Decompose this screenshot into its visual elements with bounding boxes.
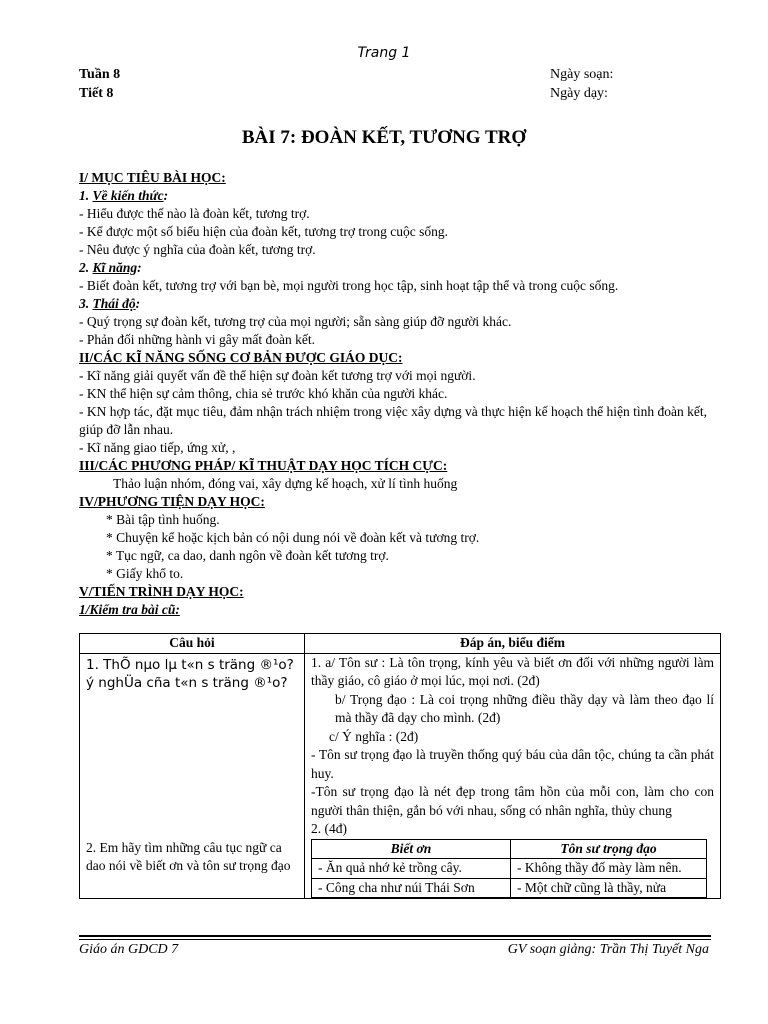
answer-1 (305, 653, 721, 839)
footer-teacher: GV soạn giảng: Trần Thị Tuyết Nga (507, 942, 709, 957)
footer-course: Giáo án GDCD 7 (79, 942, 179, 957)
knowledge-line: - Hiểu được thế nào là đoàn kết, tương trợ. (79, 206, 310, 221)
material-item: * Giấy khổ to. (106, 566, 184, 581)
proverb-header-row (312, 839, 707, 859)
section-heading-materials: IV/PHƯƠNG TIỆN DẠY HỌC: (79, 494, 265, 509)
subheading-attitude: 3. Thái độ: (79, 296, 141, 311)
proverb-cell: - Ăn quả nhớ kẻ trồng cây. (312, 859, 511, 879)
column-header-question: Câu hỏi (80, 634, 305, 654)
material-item: * Chuyện kể hoặc kịch bản có nội dung nói về đoàn kết và tương trợ. (106, 530, 480, 545)
attitude-line: - Phản đối những hành vi gây mất đoàn kết. (79, 332, 316, 347)
section-heading-objectives: I/ MỤC TIÊU BÀI HỌC: (79, 170, 226, 185)
answer-line: b/ Trọng đạo : Là coi trọng những điều thầy dạy và làm theo đạo lí mà thầy đã dạy cho mình. (2đ) (335, 691, 714, 725)
material-item: * Bài tập tình huống. (106, 512, 220, 527)
section-heading-procedure: V/TIẾN TRÌNH DẠY HỌC: (79, 584, 244, 599)
knowledge-line: - Nêu được ý nghĩa của đoàn kết, tương trợ. (79, 242, 316, 257)
answer-line: 2. (4đ) (311, 821, 347, 836)
subheading-skills: 2. Kĩ năng: (79, 260, 142, 275)
proverb-row (312, 859, 707, 879)
answer-line: -Tôn sư trọng đạo là nét đẹp trong tâm hồn của mỗi con, làm cho con người thân thiện, gắn bó với nhau, sống có nhân nghĩa, thủy chung (311, 784, 714, 818)
material-item: * Tục ngữ, ca dao, danh ngôn về đoàn kết tương trợ. (106, 548, 389, 563)
lesson-title: BÀI 7: ĐOÀN KẾT, TƯƠNG TRỢ (241, 127, 527, 148)
teach-date-label: Ngày dạy: (550, 86, 608, 101)
attitude-line: - Quý trọng sự đoàn kết, tương trợ của mọi người; sẵn sàng giúp đỡ người khác. (79, 314, 512, 329)
prep-date-label: Ngày soạn: (550, 67, 614, 82)
table-header-row (80, 634, 721, 654)
subheading-review: 1/Kiểm tra bài cũ: (79, 602, 180, 617)
lesson-number: Tiết 8 (79, 86, 114, 101)
methods-line: Thảo luận nhóm, đóng vai, xây dựng kế hoạch, xử lí tình huống (113, 476, 458, 491)
life-skill-line: - KN hợp tác, đặt mục tiêu, đảm nhận trách nhiệm trong việc xây dựng và thực hiện kế hoạch thể hiện tình đoàn kết, giúp đỡ lẫn nhau. (79, 404, 707, 437)
review-question-table (79, 633, 721, 899)
lesson-meta-left (79, 65, 120, 103)
proverb-cell: - Không thầy đố mày làm nên. (511, 859, 707, 879)
answer-2 (305, 839, 721, 899)
answer-line: - Tôn sư trọng đạo là truyền thống quý báu của dân tộc, chúng ta cần phát huy. (311, 747, 714, 781)
footer-divider (79, 935, 711, 937)
proverb-row (312, 878, 707, 898)
footer-divider (79, 939, 711, 940)
column-header-answer: Đáp án, biểu điểm (305, 634, 721, 654)
life-skill-line: - Kĩ năng giao tiếp, ứng xử, , (79, 440, 236, 455)
week-label: Tuần 8 (79, 67, 121, 82)
section-heading-methods: III/CÁC PHƯƠNG PHÁP/ KĨ THUẬT DẠY HỌC TÍCH CỰC: (79, 458, 448, 473)
table-row (80, 839, 721, 899)
table-row (80, 653, 721, 839)
life-skill-line: - KN thể hiện sự cảm thông, chia sẻ trước khó khăn của người khác. (79, 386, 448, 401)
skills-line: - Biết đoàn kết, tương trợ với bạn bè, mọi người trong học tập, sinh hoạt tập thể và trong cuộc sống. (79, 278, 619, 293)
answer-line: c/ Ý nghĩa : (2đ) (329, 728, 419, 744)
life-skill-line: - Kĩ năng giải quyết vấn đề thể hiện sự đoàn kết tương trợ với mọi người. (79, 368, 476, 383)
page-header: Trang 1 (357, 45, 411, 61)
lesson-meta-right (550, 65, 613, 103)
subheading-knowledge: 1. Về kiến thức: (79, 188, 169, 203)
answer-line: 1. a/ Tôn sư : Là tôn trọng, kính yêu và biết ơn đối với những người làm thầy giáo, cô giáo ở mọi lúc, mọi nơi. (2đ) (311, 654, 714, 688)
section-heading-life-skills: II/CÁC KĨ NĂNG SỐNG CƠ BẢN ĐƯỢC GIÁO DỤC: (79, 350, 403, 365)
lesson-body (79, 169, 711, 619)
proverb-table (311, 839, 707, 899)
knowledge-line: - Kể được một số biểu hiện của đoàn kết, tương trợ trong cuộc sống. (79, 224, 448, 239)
proverb-cell: - Một chữ cũng là thầy, nửa (511, 878, 707, 898)
proverb-cell: - Công cha như núi Thái Sơn (312, 878, 511, 898)
question-1: 1. ThÕ nµo lµ t«n s träng ®¹o? ý nghÜa cña t«n s träng ®¹o? (80, 653, 305, 839)
column-header-gratitude: Biết ơn (312, 839, 511, 859)
question-2: 2. Em hãy tìm những câu tục ngữ ca dao nói về biết ơn và tôn sư trọng đạo (80, 839, 305, 899)
column-header-respect-teacher: Tôn sư trọng đạo (511, 839, 707, 859)
